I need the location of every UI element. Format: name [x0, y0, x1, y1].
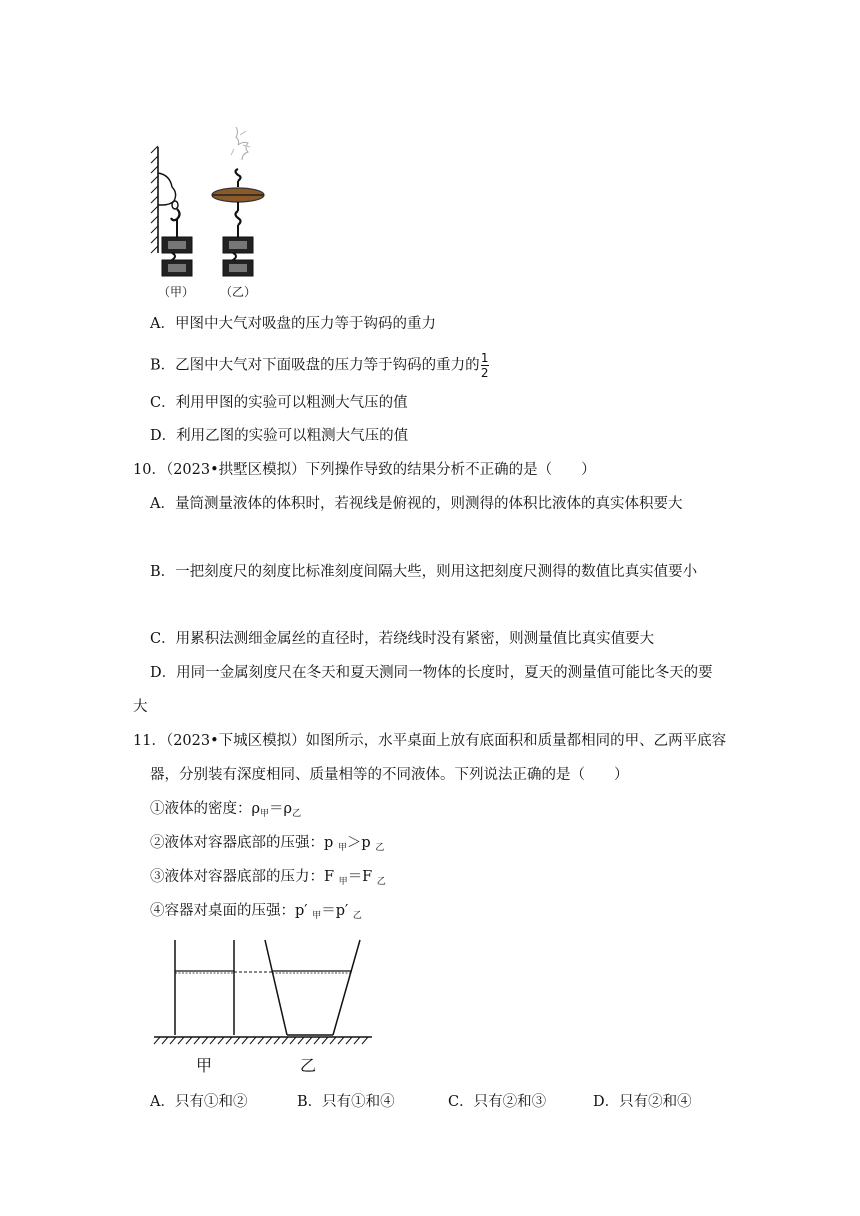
containers-figure [150, 935, 380, 1080]
q11-option-c: C．只有②和③ [448, 1094, 547, 1110]
subscript-jia: 甲 [260, 809, 270, 819]
statement-3-text: ③液体对容器底部的压力：F [150, 869, 339, 885]
q11-option-b: B．只有①和④ [297, 1094, 395, 1110]
fraction-numerator: 1 [480, 351, 489, 365]
subscript-yi: 乙 [376, 877, 386, 887]
containers-diagram [150, 935, 380, 1045]
q9-option-a: A．甲图中大气对吸盘的压力等于钩码的重力 [150, 316, 436, 332]
container-label-yi: 乙 [300, 1056, 317, 1075]
subscript-yi: 乙 [352, 911, 362, 921]
statement-1-text: ①液体的密度：ρ [150, 801, 261, 817]
q11-option-a: A．只有①和② [150, 1094, 248, 1110]
q10-option-d-line1: D．用同一金属刻度尺在冬天和夏天测同一物体的长度时，夏天的测量值可能比冬天的要 [150, 665, 713, 681]
figure-caption-left: （甲） [158, 285, 195, 299]
q10-stem: 10．（2023•拱墅区模拟）下列操作导致的结果分析不正确的是（ ） [133, 462, 596, 478]
q11-statement-3 [150, 867, 386, 892]
statement-2-text: ②液体对容器底部的压强：p [150, 835, 338, 851]
q11-option-d: D．只有②和④ [593, 1094, 692, 1110]
q11-statement-2 [150, 833, 384, 858]
q9-option-b-text: B．乙图中大气对下面吸盘的压力等于钩码的重力的 [150, 357, 480, 374]
container-label-jia: 甲 [196, 1056, 213, 1075]
q10-option-a: A．量筒测量液体的体积时，若视线是俯视的，则测得的体积比液体的真实体积要大 [150, 496, 683, 512]
q11-statement-4 [150, 901, 362, 926]
suction-cup-diagram [148, 125, 278, 303]
fraction-denominator: 2 [480, 366, 489, 380]
figure-caption-right: （乙） [220, 285, 257, 299]
statement-1-mid: ＝ρ [269, 801, 293, 817]
subscript-jia: 甲 [337, 843, 347, 853]
subscript-jia: 甲 [312, 911, 322, 921]
subscript-yi: 乙 [292, 809, 302, 819]
q10-option-d-line2: 大 [133, 699, 148, 715]
statement-4-text: ④容器对桌面的压强：p′ [150, 903, 313, 919]
q9-option-c: C．利用甲图的实验可以粗测大气压的值 [150, 395, 408, 411]
q9-option-d: D．利用乙图的实验可以粗测大气压的值 [150, 428, 409, 444]
q11-stem-line1: 11．（2023•下城区模拟）如图所示，水平桌面上放有底面积和质量都相同的甲、乙两平底容 [133, 733, 727, 749]
subscript-jia: 甲 [338, 877, 348, 887]
statement-3-mid: ＝F [347, 869, 377, 885]
q9-option-b [150, 352, 489, 379]
q10-option-c: C．用累积法测细金属丝的直径时，若绕线时没有紧密，则测量值比真实值要大 [150, 631, 655, 647]
subscript-yi: 乙 [375, 843, 385, 853]
suction-cup-figure [148, 125, 278, 303]
q11-stem-line2: 器，分别装有深度相同、质量相等的不同液体。下列说法正确的是（ ） [150, 767, 629, 783]
statement-4-mid: ＝p′ [321, 903, 353, 919]
q11-statement-1 [150, 799, 301, 824]
q10-option-b: B．一把刻度尺的刻度比标准刻度间隔大些，则用这把刻度尺测得的数值比真实值要小 [150, 564, 698, 580]
one-half-fraction [481, 352, 489, 379]
statement-2-mid: ＞p [346, 835, 376, 851]
